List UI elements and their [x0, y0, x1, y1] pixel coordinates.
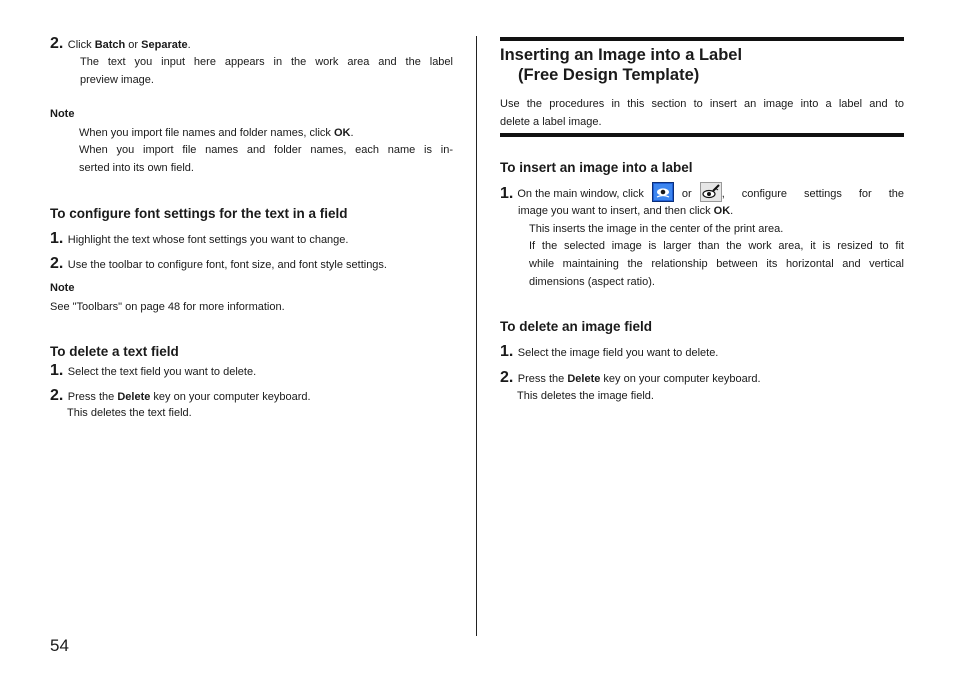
- delete-text-step-2: [50, 387, 311, 405]
- step-number: 1.: [50, 230, 64, 247]
- step-number: 2.: [50, 255, 64, 272]
- ok-label: OK: [713, 205, 731, 217]
- ok-label: OK: [333, 127, 351, 139]
- step-suffix: key on your computer keyboard.: [600, 373, 761, 385]
- step-number: 1.: [500, 185, 514, 202]
- step-number: 2.: [50, 387, 64, 404]
- section-title-line1: Inserting an Image into a Label: [500, 46, 743, 64]
- font-step-2: [50, 255, 387, 273]
- step-prefix: Press the: [67, 391, 118, 403]
- note1-line1-text: When you import file names and folder names, click: [79, 127, 334, 139]
- batch-option: Batch: [94, 39, 126, 51]
- insert-info-1: This inserts the image in the center of the print area.: [529, 223, 784, 235]
- font-settings-heading: To configure font settings for the text in a field: [50, 206, 348, 221]
- note1-line3: serted into its own field.: [79, 162, 194, 174]
- delete-image-step-1: [500, 343, 718, 361]
- insert-info-2: If the selected image is larger than the work area, it is resized to fit: [529, 240, 904, 252]
- step-text: Highlight the text whose font settings you want to change.: [67, 234, 349, 246]
- step-text: Use the toolbar to configure font, font size, and font style settings.: [67, 259, 387, 271]
- section-title-line2: (Free Design Template): [518, 66, 700, 84]
- page-number: 54: [50, 636, 69, 655]
- delete-image-result: This deletes the image field.: [517, 390, 654, 402]
- title-top-rule: [500, 37, 904, 41]
- step-period: .: [187, 39, 191, 51]
- intro-line2: delete a label image.: [500, 116, 602, 128]
- font-step-1: [50, 230, 348, 248]
- step-period: .: [730, 205, 734, 217]
- delete-text-heading: To delete a text field: [50, 344, 179, 359]
- step-batch-desc-line1: The text you input here appears in the work area and the label: [80, 56, 453, 68]
- step-batch-desc-line2: preview image.: [80, 74, 154, 86]
- intro-bottom-rule: [500, 133, 904, 137]
- step-text: On the main window, click: [517, 188, 644, 200]
- step-batch: [50, 35, 191, 53]
- step-prefix: Click: [67, 39, 95, 51]
- delete-key-label: Delete: [567, 373, 601, 385]
- eye-pen-icon[interactable]: [700, 182, 722, 202]
- insert-info-4: dimensions (aspect ratio).: [529, 276, 655, 288]
- step-suffix: key on your computer keyboard.: [150, 391, 311, 403]
- step-or: or: [681, 188, 692, 200]
- step-number: 1.: [50, 362, 64, 379]
- delete-text-result: This deletes the text field.: [67, 407, 192, 419]
- step-text: Select the image field you want to delete.: [517, 347, 719, 359]
- delete-text-step-1: [50, 362, 256, 380]
- delete-image-heading: To delete an image field: [500, 319, 653, 334]
- step-text-continued: , configure settings for the: [721, 188, 904, 200]
- eye-pen-icon-graphic: [700, 182, 722, 202]
- column-divider: [476, 36, 477, 636]
- separate-option: Separate: [141, 39, 188, 51]
- note-label: Note: [50, 282, 75, 294]
- image-button-icon[interactable]: [652, 182, 674, 202]
- step-number: 1.: [500, 343, 514, 360]
- insert-image-heading: To insert an image into a label: [500, 160, 693, 175]
- note1-line2: When you import file names and folder names, each name is in-: [79, 144, 453, 156]
- note-text: See "Toolbars" on page 48 for more information.: [50, 301, 285, 313]
- intro-line1: Use the procedures in this section to insert an image into a label and to: [500, 98, 904, 110]
- insert-step-1: [500, 184, 904, 204]
- note1-line1: [79, 126, 354, 140]
- delete-key-label: Delete: [117, 391, 151, 403]
- delete-image-step-2: [500, 369, 761, 387]
- insert-step1-line2: [518, 204, 733, 218]
- step-text: Select the text field you want to delete.: [67, 366, 257, 378]
- image-button-icon-graphic: [652, 182, 674, 202]
- insert-info-3: while maintaining the relationship between its horizontal and vertical: [529, 258, 904, 270]
- step-text: image you want to insert, and then click: [518, 205, 714, 217]
- step-or: or: [125, 39, 142, 51]
- step-number: 2.: [500, 369, 514, 386]
- step-prefix: Press the: [517, 373, 568, 385]
- note1-period: .: [350, 127, 354, 139]
- note-label: Note: [50, 108, 75, 120]
- step-number: 2.: [50, 35, 64, 52]
